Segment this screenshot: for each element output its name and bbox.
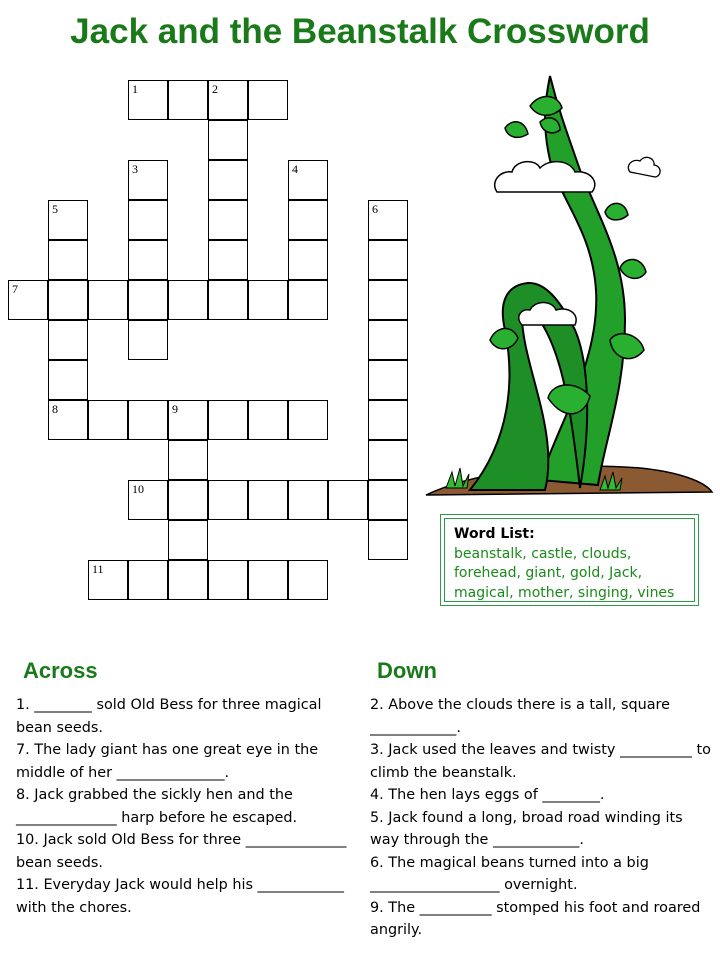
crossword-cell[interactable]: [168, 480, 208, 520]
cloud-small: [628, 157, 660, 177]
leaf-2: [505, 122, 528, 138]
across-clue: 10. Jack sold Old Bess for three ______________ bean seeds.: [16, 832, 352, 871]
clue-number: 3: [132, 162, 138, 176]
crossword-cell[interactable]: [88, 280, 128, 320]
clue-number: 10: [132, 482, 144, 496]
crossword-cell[interactable]: [248, 400, 288, 440]
crossword-cell[interactable]: [368, 400, 408, 440]
down-clue: 3. Jack used the leaves and twisty __________ to climb the beanstalk.: [370, 742, 716, 781]
crossword-cell[interactable]: [128, 320, 168, 360]
crossword-cell[interactable]: [168, 560, 208, 600]
down-clue: 4. The hen lays eggs of ________.: [370, 787, 605, 803]
crossword-cell[interactable]: [288, 200, 328, 240]
leaf-3: [540, 118, 560, 133]
word-list-line: beanstalk, castle, clouds,: [454, 545, 632, 562]
crossword-cell[interactable]: [288, 240, 328, 280]
clue-number: 8: [52, 402, 58, 416]
crossword-cell[interactable]: [128, 480, 168, 520]
crossword-cell[interactable]: [168, 80, 208, 120]
clue-number: 9: [172, 402, 178, 416]
crossword-cell[interactable]: [168, 280, 208, 320]
crossword-cell[interactable]: [208, 280, 248, 320]
crossword-cell[interactable]: [48, 200, 88, 240]
leaf-5: [620, 259, 646, 278]
beanstalk-illustration: [420, 68, 720, 508]
grass-left: [446, 468, 469, 488]
down-heading: Down: [377, 658, 437, 683]
down-clue: 9. The __________ stomped his foot and roared angrily.: [370, 899, 705, 938]
across-clue: 8. Jack grabbed the sickly hen and the ______________ harp before he escaped.: [16, 787, 298, 826]
crossword-cell[interactable]: [288, 560, 328, 600]
word-list-heading: Word List:: [454, 526, 535, 542]
crossword-cell[interactable]: [128, 280, 168, 320]
crossword-cell[interactable]: [208, 480, 248, 520]
down-clue: 5. Jack found a long, broad road winding its way through the ____________.: [370, 809, 688, 848]
crossword-cell[interactable]: [248, 480, 288, 520]
crossword-cell[interactable]: [288, 480, 328, 520]
crossword-cell[interactable]: [168, 400, 208, 440]
word-list-box: [440, 514, 699, 606]
crossword-cell[interactable]: [368, 320, 408, 360]
across-clues: [16, 654, 361, 919]
crossword-cell[interactable]: [48, 360, 88, 400]
crossword-cell[interactable]: [128, 560, 168, 600]
crossword-cell[interactable]: [368, 280, 408, 320]
crossword-cell[interactable]: [368, 240, 408, 280]
crossword-cell[interactable]: [248, 280, 288, 320]
crossword-cell[interactable]: [368, 520, 408, 560]
page-title: Jack and the Beanstalk Crossword: [70, 12, 650, 51]
crossword-cell[interactable]: [48, 320, 88, 360]
crossword-cell[interactable]: [208, 560, 248, 600]
crossword-cell[interactable]: [328, 480, 368, 520]
clue-number: 4: [292, 162, 298, 176]
cloud-top: [495, 162, 595, 192]
crossword-cell[interactable]: [208, 400, 248, 440]
across-clue: 11. Everyday Jack would help his ____________ with the chores.: [16, 877, 349, 916]
crossword-cell[interactable]: [368, 440, 408, 480]
crossword-cell[interactable]: [208, 80, 248, 120]
crossword-cell[interactable]: [208, 200, 248, 240]
down-clues: [370, 654, 715, 942]
crossword-cell[interactable]: [128, 400, 168, 440]
crossword-cell[interactable]: [88, 400, 128, 440]
crossword-cell[interactable]: [288, 280, 328, 320]
word-list-line: magical, mother, singing, vines: [454, 584, 675, 601]
crossword-cell[interactable]: [48, 280, 88, 320]
down-clue: 6. The magical beans turned into a big __________________ overnight.: [370, 854, 654, 893]
crossword-cell[interactable]: [248, 80, 288, 120]
clue-number: 7: [12, 282, 18, 296]
crossword-cell[interactable]: [168, 440, 208, 480]
across-heading: Across: [23, 658, 98, 683]
crossword-cell[interactable]: [288, 400, 328, 440]
crossword-cell[interactable]: [168, 520, 208, 560]
crossword-cell[interactable]: [368, 360, 408, 400]
crossword-cell[interactable]: [368, 200, 408, 240]
clue-number: 1: [132, 82, 138, 96]
clue-number: 5: [52, 202, 58, 216]
crossword-cell[interactable]: [88, 560, 128, 600]
leaf-1: [530, 96, 562, 115]
clue-number: 2: [212, 82, 218, 96]
crossword-cell[interactable]: [208, 120, 248, 160]
leaf-4: [605, 203, 628, 220]
crossword-cell[interactable]: [128, 160, 168, 200]
across-clue: 1. ________ sold Old Bess for three magical bean seeds.: [16, 697, 327, 736]
crossword-cell[interactable]: [128, 240, 168, 280]
down-clue: 2. Above the clouds there is a tall, square ____________.: [370, 697, 675, 736]
across-clue: 7. The lady giant has one great eye in the middle of her _______________.: [16, 742, 323, 781]
clue-number: 11: [92, 562, 104, 576]
clue-number: 6: [372, 202, 378, 216]
crossword-cell[interactable]: [208, 160, 248, 200]
crossword-cell[interactable]: [128, 200, 168, 240]
crossword-cell[interactable]: [248, 560, 288, 600]
crossword-cell[interactable]: [8, 280, 48, 320]
crossword-cell[interactable]: [208, 240, 248, 280]
crossword-cell[interactable]: [48, 240, 88, 280]
crossword-cell[interactable]: [288, 160, 328, 200]
crossword-cell[interactable]: [368, 480, 408, 520]
crossword-cell[interactable]: [48, 400, 88, 440]
crossword-cell[interactable]: [128, 80, 168, 120]
word-list-line: forehead, giant, gold, Jack,: [454, 565, 643, 581]
